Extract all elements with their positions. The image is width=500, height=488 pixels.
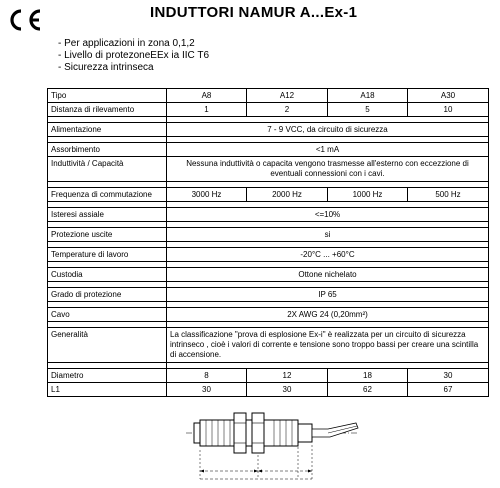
page-title: INDUTTORI NAMUR A...Ex-1	[150, 4, 358, 21]
cell: IP 65	[167, 288, 489, 302]
row-diametro	[48, 369, 489, 383]
row-label: Custodia	[48, 268, 167, 282]
cell: Nessuna induttività o capacita vengono trasmesse all'esterno con eccezzione di eventuali connessioni con i cavi.	[167, 157, 489, 182]
row-generalita	[48, 328, 489, 363]
feature-item: - Livello di protezoneEEx ia IIC T6	[58, 50, 210, 61]
row-label: Temperature di lavoro	[48, 248, 167, 262]
cell: La classificazione "prova di esplosione Ex-i" è realizzata per un circuito di sicurezza intrinseco , cioè i valori di corrente e tensione sono troppo bassi per creare una scintilla di accensione.	[167, 328, 489, 363]
cell: Ottone nichelato	[167, 268, 489, 282]
cell: -20°C ... +60°C	[167, 248, 489, 262]
row-label: Assorbimento	[48, 143, 167, 157]
cell: 2X AWG 24 (0,20mm²)	[167, 308, 489, 322]
cell: 30	[408, 369, 489, 383]
cell: A18	[328, 89, 408, 103]
row-label: Cavo	[48, 308, 167, 322]
cell: 12	[247, 369, 328, 383]
cell: 30	[167, 383, 247, 397]
feature-item: - Sicurezza intrinseca	[58, 62, 154, 73]
row-assorbimento	[48, 143, 489, 157]
row-label: Isteresi assiale	[48, 208, 167, 222]
cell: 30	[247, 383, 328, 397]
row-label: Induttività / Capacità	[48, 157, 167, 182]
cell: 67	[408, 383, 489, 397]
feature-item: - Per applicazioni in zona 0,1,2	[58, 38, 195, 49]
row-protezione-uscite	[48, 228, 489, 242]
row-custodia	[48, 268, 489, 282]
row-label: Protezione uscite	[48, 228, 167, 242]
cell: <1 mA	[167, 143, 489, 157]
cell: 2	[247, 103, 328, 117]
cell: si	[167, 228, 489, 242]
row-frequenza	[48, 188, 489, 202]
row-cavo	[48, 308, 489, 322]
cell: <=10%	[167, 208, 489, 222]
row-alimentazione	[48, 123, 489, 137]
row-grado	[48, 288, 489, 302]
row-isteresi	[48, 208, 489, 222]
row-label: Grado di protezione	[48, 288, 167, 302]
cell: 2000 Hz	[247, 188, 328, 202]
cell: A30	[408, 89, 489, 103]
cell: 5	[328, 103, 408, 117]
feature-list	[58, 38, 209, 74]
cell: 18	[328, 369, 408, 383]
cell: 7 - 9 VCC, da circuito di sicurezza	[167, 123, 489, 137]
row-induttivita	[48, 157, 489, 182]
row-label: Diametro	[48, 369, 167, 383]
row-label: Tipo	[48, 89, 167, 103]
row-distanza	[48, 103, 489, 117]
cell: A12	[247, 89, 328, 103]
cell: 62	[328, 383, 408, 397]
cell: 1	[167, 103, 247, 117]
row-label: Alimentazione	[48, 123, 167, 137]
spec-table	[47, 88, 489, 397]
cell: A8	[167, 89, 247, 103]
row-label: Distanza di rilevamento	[48, 103, 167, 117]
row-label: Generalità	[48, 328, 167, 363]
cell: 10	[408, 103, 489, 117]
row-label: Frequenza di commutazione	[48, 188, 167, 202]
row-label: L1	[48, 383, 167, 397]
cell: 500 Hz	[408, 188, 489, 202]
sensor-drawing	[178, 395, 368, 485]
cell: 1000 Hz	[328, 188, 408, 202]
row-temperatura	[48, 248, 489, 262]
row-tipo	[48, 89, 489, 103]
cell: 3000 Hz	[167, 188, 247, 202]
cell: 8	[167, 369, 247, 383]
ce-logo	[6, 8, 46, 32]
